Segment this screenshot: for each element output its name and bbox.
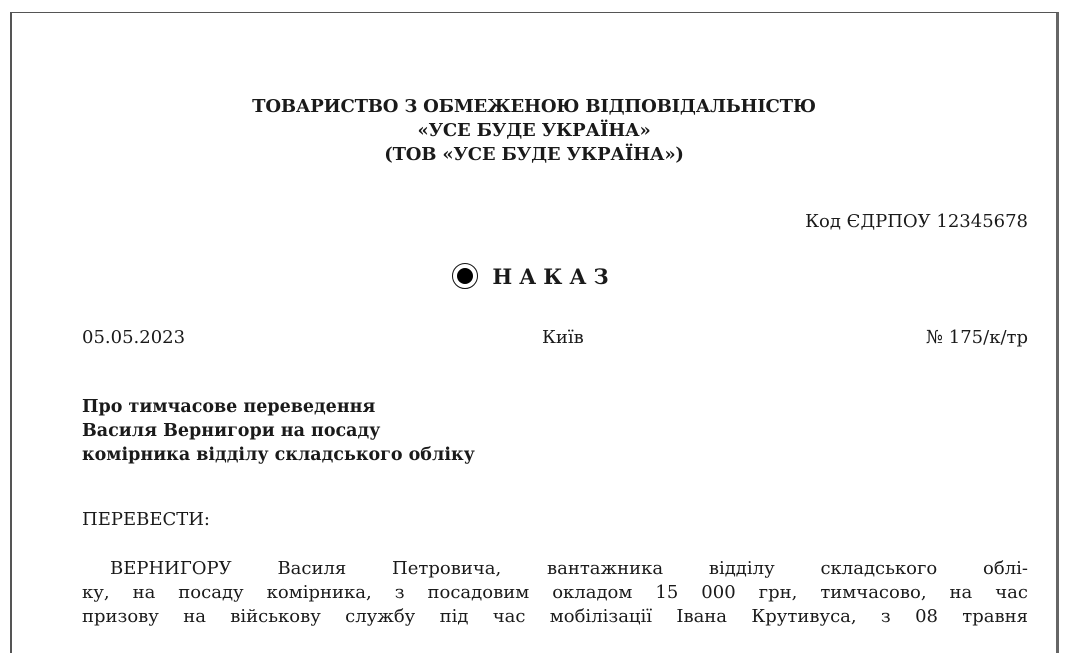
order-date: 05.05.2023 [82, 327, 186, 348]
body-line: призову на військову службу під час мобілізації Івана Крутивуса, з 08 травня [82, 606, 1028, 627]
order-body [82, 557, 1028, 629]
order-number: № 175/к/тр [926, 327, 1028, 348]
document-title-row [12, 263, 1056, 289]
order-subject [82, 395, 475, 467]
order-meta-row [82, 327, 1028, 348]
subject-line: Про тимчасове переведення [82, 397, 376, 417]
document-page [10, 12, 1059, 653]
org-name-line: ТОВАРИСТВО З ОБМЕЖЕНОЮ ВІДПОВІДАЛЬНІСТЮ [252, 96, 816, 117]
org-short-name-line: (ТОВ «УСЕ БУДЕ УКРАЇНА») [384, 144, 684, 165]
organization-header [12, 95, 1056, 167]
subject-line: комірника відділу складського обліку [82, 445, 475, 465]
document-title: НАКАЗ [492, 263, 616, 289]
body-line: ку, на посаду комірника, з посадовим окладом 15 000 грн, тимчасово, на час [82, 582, 1028, 603]
edrpou-code: Код ЄДРПОУ 12345678 [805, 211, 1028, 232]
order-city: Київ [542, 327, 584, 348]
radio-selected-icon[interactable] [452, 263, 478, 289]
order-verb: ПЕРЕВЕСТИ: [82, 509, 210, 530]
body-line: ВЕРНИГОРУ Василя Петровича, вантажника відділу складського облі- [110, 558, 1028, 579]
radio-dot [457, 268, 473, 284]
subject-line: Василя Вернигори на посаду [82, 421, 381, 441]
org-name-line: «УСЕ БУДЕ УКРАЇНА» [417, 120, 651, 141]
